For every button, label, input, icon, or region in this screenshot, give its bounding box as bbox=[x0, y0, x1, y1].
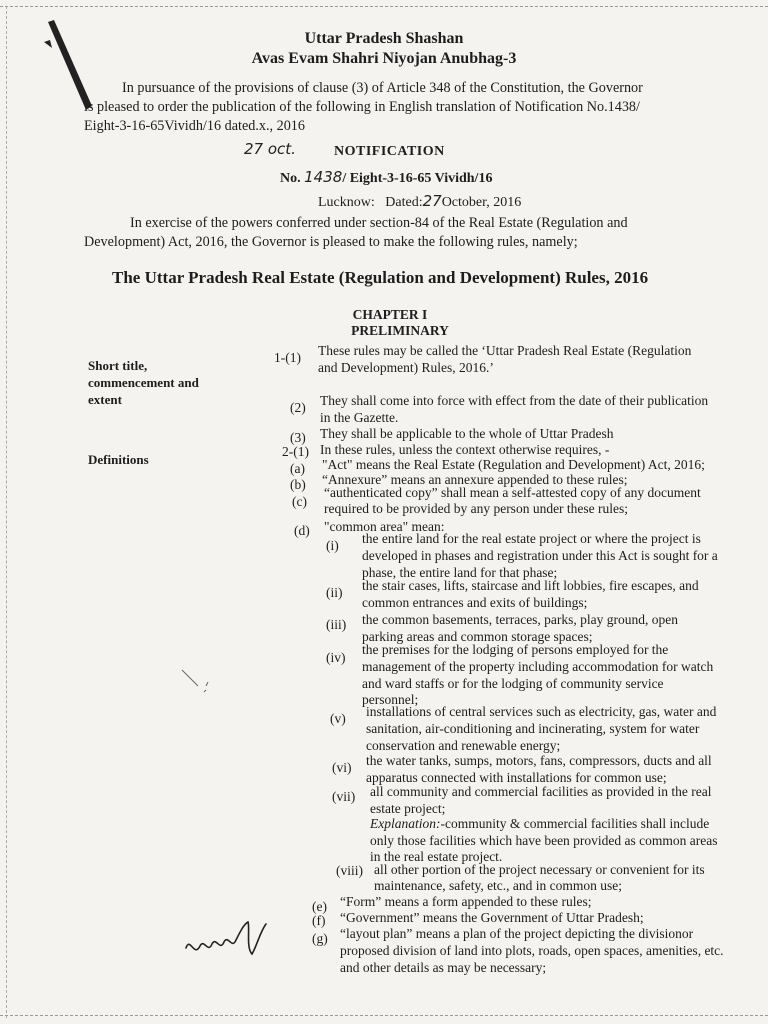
subitem-i-line2: developed in phases and registration under this Act is sought for a bbox=[362, 548, 718, 563]
clause-g-line3: and other details as may be necessary; bbox=[340, 960, 547, 975]
subitem-iv-line4: personnel; bbox=[362, 692, 419, 707]
rules-title: The Uttar Pradesh Real Estate (Regulation and Development) Rules, 2016 bbox=[112, 268, 649, 287]
dated-suffix: October, 2016 bbox=[441, 195, 522, 210]
header-line1: Uttar Pradesh Shashan bbox=[304, 30, 464, 47]
subitem-ii-line2: common entrances and exits of buildings; bbox=[362, 595, 588, 610]
scan-border-top bbox=[0, 6, 768, 7]
notification-no-suffix: / Eight-3-16-65 Vividh/16 bbox=[342, 171, 493, 186]
subitem-iii-num: (iii) bbox=[326, 617, 347, 632]
subitem-vi-line1: the water tanks, sumps, motors, fans, compressors, ducts and all bbox=[366, 753, 712, 768]
subitem-v-line3: conservation and renewable energy; bbox=[366, 738, 561, 753]
subitem-iii-line1: the common basements, terraces, parks, play ground, open bbox=[362, 612, 679, 627]
clause-a-line1: "Act" means the Real Estate (Regulation and Development) Act, 2016; bbox=[322, 457, 705, 472]
subitem-iv-line2: management of the property including accommodation for watch bbox=[362, 659, 714, 674]
clause-g-line2: proposed division of land into plots, roads, open spaces, amenities, etc. bbox=[340, 943, 724, 958]
subitem-viii-num: (viii) bbox=[336, 863, 363, 878]
explanation-line3: in the real estate project. bbox=[370, 849, 503, 864]
chapter-name: PRELIMINARY bbox=[351, 323, 449, 338]
clause-f-num: (f) bbox=[312, 913, 326, 928]
notification-number bbox=[280, 168, 492, 187]
handwritten-date-note: 27 oct. bbox=[244, 140, 296, 158]
clause-1-1-line2: and Development) Rules, 2016.’ bbox=[318, 360, 494, 375]
subitem-vi-num: (vi) bbox=[332, 760, 352, 775]
dated-handwritten: 27 bbox=[422, 192, 442, 210]
clause-1-3-line1: They shall be applicable to the whole of Uttar Pradesh bbox=[320, 426, 614, 441]
subitem-iv-line1: the premises for the lodging of persons employed for the bbox=[362, 642, 669, 657]
notification-heading: NOTIFICATION bbox=[334, 144, 445, 159]
scan-border-left bbox=[6, 6, 7, 1018]
notification-place-date bbox=[318, 192, 521, 211]
subitem-vii-line2: estate project; bbox=[370, 801, 446, 816]
explanation-text: -community & commercial facilities shall include bbox=[440, 816, 710, 831]
notification-no-prefix: No. bbox=[280, 171, 301, 186]
stray-mark-icon bbox=[180, 668, 216, 698]
subitem-iii-line2: parking areas and common storage spaces; bbox=[362, 629, 593, 644]
explanation-line1 bbox=[370, 816, 709, 832]
clause-d-num: (d) bbox=[294, 523, 310, 538]
clause-1-2-num: (2) bbox=[290, 400, 306, 415]
header-line2: Avas Evam Shahri Niyojan Anubhag-3 bbox=[251, 50, 517, 67]
clause-b-num: (b) bbox=[290, 477, 306, 492]
explanation-line2: only those facilities which have been provided as common areas bbox=[370, 833, 718, 848]
sidenote-definitions: Definitions bbox=[88, 452, 149, 467]
subitem-i-num: (i) bbox=[326, 538, 339, 553]
intro-line2: is pleased to order the publication of the following in English translation of Notification No.1438/ bbox=[84, 99, 640, 115]
exercise-line2: Development) Act, 2016, the Governor is pleased to make the following rules, namely; bbox=[84, 234, 578, 250]
sidenote-short-title-1: Short title, bbox=[88, 358, 148, 373]
subitem-viii-line2: maintenance, safety, etc., and in common use; bbox=[374, 878, 623, 893]
intro-line1: In pursuance of the provisions of clause (3) of Article 348 of the Constitution, the Governor bbox=[122, 80, 643, 96]
clause-1-1-line1: These rules may be called the ‘Uttar Pradesh Real Estate (Regulation bbox=[318, 343, 692, 358]
exercise-line1: In exercise of the powers conferred under section-84 of the Real Estate (Regulation and bbox=[130, 215, 628, 231]
subitem-i-line1: the entire land for the real estate project or where the project is bbox=[362, 531, 701, 546]
sidenote-short-title-3: extent bbox=[88, 392, 122, 407]
chapter-number: CHAPTER I bbox=[352, 307, 428, 322]
clause-b-line1: “Annexure” means an annexure appended to these rules; bbox=[322, 472, 628, 487]
notification-no-handwritten: 1438 bbox=[304, 168, 343, 186]
clause-1-3-num: (3) bbox=[290, 430, 306, 445]
clause-1-2-line2: in the Gazette. bbox=[320, 410, 399, 425]
subitem-ii-num: (ii) bbox=[326, 585, 343, 600]
subitem-v-line2: sanitation, air-conditioning and incinerating, system for water bbox=[366, 721, 700, 736]
clause-d-line1: "common area" mean: bbox=[324, 519, 445, 534]
explanation-label: Explanation: bbox=[370, 816, 441, 831]
subitem-v-line1: installations of central services such as electricity, gas, water and bbox=[366, 704, 717, 719]
signature-icon bbox=[182, 918, 272, 964]
clause-g-line1: “layout plan” means a plan of the project depicting the divisionor bbox=[340, 926, 694, 941]
clause-2-1-num: 2-(1) bbox=[282, 444, 309, 459]
clause-g-num: (g) bbox=[312, 931, 328, 946]
clause-c-line2: required to be provided by any person under these rules; bbox=[324, 501, 629, 516]
intro-line3: Eight-3-16-65Vividh/16 dated.x., 2016 bbox=[84, 118, 305, 134]
clause-1-2-line1: They shall come into force with effect from the date of their publication bbox=[320, 393, 709, 408]
subitem-iv-line3: and ward staffs or for the lodging of community service bbox=[362, 676, 664, 691]
clause-a-num: (a) bbox=[290, 461, 305, 476]
subitem-vii-num: (vii) bbox=[332, 789, 356, 804]
clause-c-num: (c) bbox=[292, 494, 307, 509]
subitem-vi-line2: apparatus connected with installations for common use; bbox=[366, 770, 667, 785]
scan-border-bottom bbox=[0, 1015, 768, 1016]
clause-c-line1: “authenticated copy” shall mean a self-attested copy of any document bbox=[324, 485, 701, 500]
subitem-iv-num: (iv) bbox=[326, 650, 346, 665]
clause-e-num: (e) bbox=[312, 899, 327, 914]
subitem-v-num: (v) bbox=[330, 711, 346, 726]
dated-label: Dated: bbox=[385, 195, 423, 210]
subitem-ii-line1: the stair cases, lifts, staircase and lift lobbies, fire escapes, and bbox=[362, 578, 699, 593]
clause-1-1-num: 1-(1) bbox=[274, 350, 301, 365]
clause-f-line1: “Government” means the Government of Uttar Pradesh; bbox=[340, 910, 644, 925]
subitem-vii-line1: all community and commercial facilities as provided in the real bbox=[370, 784, 712, 799]
clause-e-line1: “Form” means a form appended to these rules; bbox=[340, 894, 592, 909]
clause-2-1-line1: In these rules, unless the context otherwise requires, - bbox=[320, 442, 610, 457]
subitem-i-line3: phase, the entire land for that phase; bbox=[362, 565, 558, 580]
sidenote-short-title-2: commencement and bbox=[88, 375, 199, 390]
place-label: Lucknow: bbox=[318, 195, 375, 210]
subitem-viii-line1: all other portion of the project necessary or convenient for its bbox=[374, 862, 705, 877]
